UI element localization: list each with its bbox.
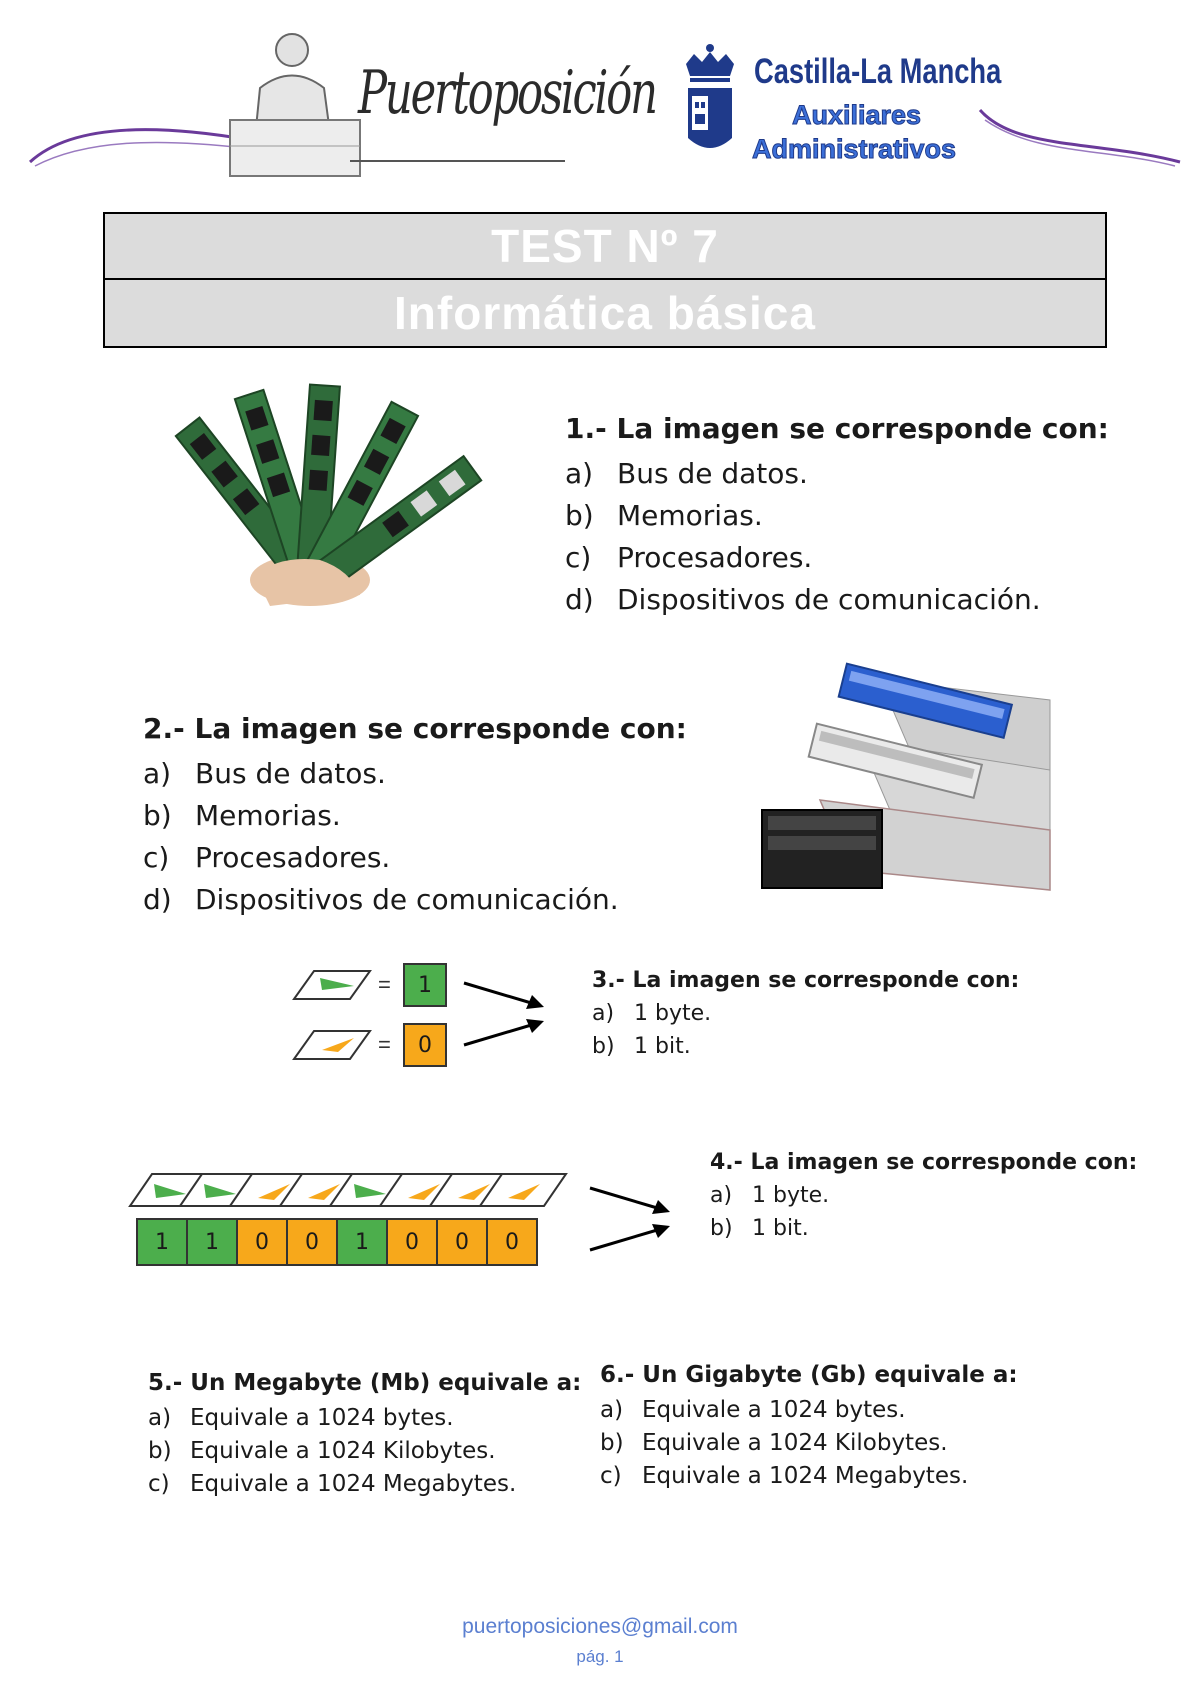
option-letter: a) [143,757,172,790]
bit-arrows-icon [460,975,550,1055]
test-title-box [103,212,1107,348]
castilla-la-mancha-logo [680,42,1000,172]
crown-shield-icon [680,42,740,162]
option-text: Dispositivos de comunicación. [617,583,1041,616]
ribbon-cable-image [760,660,1060,910]
option-text: Equivale a 1024 bytes. [642,1397,906,1423]
option-text: Bus de datos. [195,757,386,790]
option-text: Memorias. [617,499,763,532]
option-text: Dispositivos de comunicación. [195,883,619,916]
test-number: TEST Nº 7 [105,214,1105,280]
page-number: pág. 1 [576,1647,624,1666]
option-letter: c) [600,1463,622,1489]
bit-zero-slot-icon [292,1028,372,1062]
question-2-option-c[interactable] [143,837,687,879]
question-5-option-a[interactable] [148,1402,581,1435]
option-letter: b) [143,799,172,832]
question-3-text: 3.- La imagen se corresponde con: [592,968,1020,993]
equals-sign: = [378,1032,391,1057]
option-text: 1 bit. [752,1216,809,1241]
option-letter: b) [600,1430,624,1456]
ram-modules-image [160,380,490,610]
right-swoosh-decoration [975,100,1185,170]
option-letter: c) [565,541,592,574]
option-letter: d) [143,883,172,916]
byte-bit-cell: 0 [488,1220,536,1264]
question-6-option-a[interactable] [600,1394,1018,1427]
bit-one-slot-icon [292,968,372,1002]
option-text: 1 byte. [634,1001,712,1026]
option-letter: a) [592,1001,615,1026]
option-letter: a) [600,1397,624,1423]
option-letter: b) [710,1216,733,1241]
question-4-option-b[interactable] [710,1212,1137,1245]
brand-name: Puertoposición [358,58,656,128]
question-6-text: 6.- Un Gigabyte (Gb) equivale a: [600,1362,1018,1388]
question-1-option-c[interactable] [565,537,1109,579]
question-5-text: 5.- Un Megabyte (Mb) equivale a: [148,1370,582,1396]
byte-bit-cell: 0 [438,1220,488,1264]
option-letter: c) [143,841,170,874]
question-3 [592,968,1019,1063]
option-letter: d) [565,583,594,616]
question-4-option-a[interactable] [710,1179,1137,1212]
option-text: Equivale a 1024 Kilobytes. [642,1430,948,1456]
question-6 [600,1362,1018,1493]
byte-bit-cell: 1 [188,1220,238,1264]
question-1-option-a[interactable] [565,453,1109,495]
question-3-option-a[interactable] [592,997,1019,1030]
subtitle-line-2: Administrativos [752,134,957,164]
equals-sign: = [378,972,391,997]
option-letter: a) [710,1183,733,1208]
option-text: Equivale a 1024 Megabytes. [642,1463,969,1489]
question-1 [565,412,1109,621]
puertoposicion-logo [220,28,656,178]
test-subject: Informática básica [394,287,816,339]
question-4 [710,1150,1137,1245]
question-5-option-b[interactable] [148,1435,581,1468]
option-text: Equivale a 1024 bytes. [190,1405,454,1431]
option-text: Procesadores. [617,541,813,574]
bit-zero-box: 0 [403,1023,447,1067]
question-2-text: 2.- La imagen se corresponde con: [143,712,687,745]
question-4-text: 4.- La imagen se corresponde con: [710,1150,1138,1175]
byte-bit-cell: 0 [238,1220,288,1264]
region-name: Castilla-La Mancha [754,52,1002,91]
option-text: 1 byte. [752,1183,830,1208]
byte-bit-cell: 1 [338,1220,388,1264]
question-5-option-c[interactable] [148,1468,581,1501]
option-letter: a) [565,457,594,490]
option-text: Procesadores. [195,841,391,874]
option-text: 1 bit. [634,1034,691,1059]
question-2 [143,712,687,921]
option-letter: a) [148,1405,172,1431]
question-1-option-b[interactable] [565,495,1109,537]
question-2-option-a[interactable] [143,753,687,795]
byte-arrows-icon [586,1180,676,1260]
byte-bits-strip [136,1218,538,1266]
footer-email: puertoposiciones@gmail.com [462,1615,738,1638]
option-text: Memorias. [195,799,341,832]
byte-bit-cell: 0 [288,1220,338,1264]
bit-one-box: 1 [403,963,447,1007]
brand-underline [350,160,565,162]
byte-slots-strip-icon [128,1172,568,1208]
byte-bit-cell: 0 [388,1220,438,1264]
seated-figure-illustration [220,28,370,178]
question-6-option-c[interactable] [600,1460,1018,1493]
option-letter: c) [148,1471,170,1497]
byte-bit-cell: 1 [138,1220,188,1264]
option-letter: b) [148,1438,172,1464]
question-6-option-b[interactable] [600,1427,1018,1460]
question-2-option-d[interactable] [143,879,687,921]
option-text: Equivale a 1024 Kilobytes. [190,1438,496,1464]
subtitle-line-1: Auxiliares [792,100,922,130]
question-3-option-b[interactable] [592,1030,1019,1063]
question-1-text: 1.- La imagen se corresponde con: [565,412,1109,445]
question-5 [148,1370,581,1501]
option-text: Bus de datos. [617,457,808,490]
option-letter: b) [592,1034,615,1059]
option-text: Equivale a 1024 Megabytes. [190,1471,517,1497]
question-1-option-d[interactable] [565,579,1109,621]
option-letter: b) [565,499,594,532]
question-2-option-b[interactable] [143,795,687,837]
